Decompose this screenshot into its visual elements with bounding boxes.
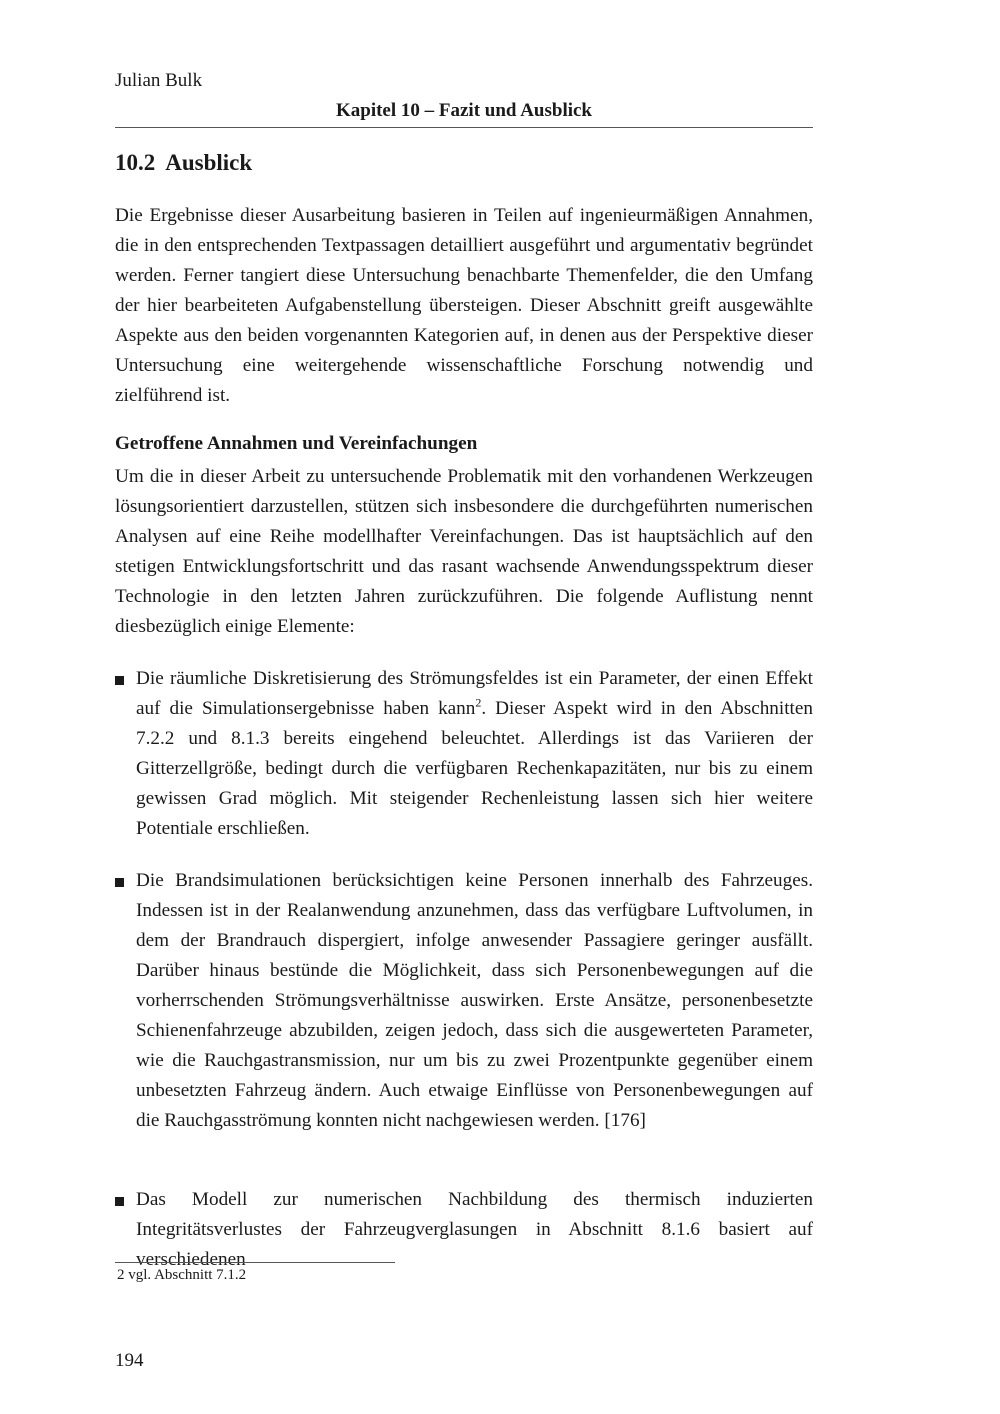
square-bullet-icon: [115, 676, 124, 685]
section-number: 10.2: [115, 150, 156, 175]
list-item-text: Das Modell zur numerischen Nachbildung des thermisch induzierten Integritätsverlustes der Fahrzeugverglasungen in Abschnitt 8.1.6 basiert auf verschiedenen: [136, 1189, 813, 1270]
intro-paragraph: Die Ergebnisse dieser Ausarbeitung basieren in Teilen auf ingenieurmäßigen Annahmen, die in den entsprechenden Textpassagen detailliert ausgeführt und argumentativ begründet werden. Ferner tangiert diese Untersuchung benachbarte Themenfelder, die den Umfang der hier bearbeiteten Aufgabenstellung übersteigen. Dieser Abschnitt greift ausgewählte Aspekte aus den beiden vorgenannten Kategorien auf, in denen aus der Perspektive dieser Untersuchung eine weitergehende wissenschaftliche Forschung notwendig und zielführend ist.: [115, 205, 813, 406]
subsection-heading: Getroffene Annahmen und Vereinfachungen: [115, 433, 478, 454]
page-number: 194: [115, 1350, 144, 1371]
square-bullet-icon: [115, 878, 124, 887]
header-rule: [115, 127, 813, 128]
section-heading: [115, 150, 252, 176]
square-bullet-icon: [115, 1197, 124, 1206]
section-title: Ausblick: [165, 150, 253, 175]
list-item: [115, 866, 813, 1136]
running-header-chapter: [115, 100, 813, 122]
list-item-text: Die räumliche Diskretisierung des Strömungsfeldes ist ein Parameter, der einen Effekt auf die Simulationsergebnisse haben kann$^2$. Dieser Aspekt wird in den Abschnitten 7.2.2 und 8.1.3 bereits eingehend beleuchtet. Allerdings ist das Variieren der Gitterzellgröße, bedingt durch die verfügbaren Rechenkapazitäten, nur bis zu einem gewissen Grad möglich. Mit steigender Rechenleistung lassen sich hier weitere Potentiale erschließen.: [136, 668, 814, 839]
list-item: [115, 664, 813, 844]
subsection-paragraph: Um die in dieser Arbeit zu untersuchende Problematik mit den vorhandenen Werkzeugen lösungsorientiert darzustellen, stützen sich insbesondere die durchgeführten numerischen Analysen auf eine Reihe modellhafter Vereinfachungen. Das ist hauptsächlich auf den stetigen Entwicklungsfortschritt und das rasant wachsende Anwendungsspektrum dieser Technologie in den letzten Jahren zurückzuführen. Die folgende Auflistung nennt diesbezüglich einige Elemente:: [115, 466, 813, 637]
list-item-text: Die Brandsimulationen berücksichtigen keine Personen innerhalb des Fahrzeuges. Indessen ist in der Realanwendung anzunehmen, dass das verfügbare Luftvolumen, in dem der Brandrauch dispergiert, infolge anwesender Passagiere geringer ausfällt. Darüber hinaus bestünde die Möglichkeit, dass sich Personenbewegungen auf die vorherrschenden Strömungsverhältnisse auswirken. Erste Ansätze, personenbesetzte Schienenfahrzeuge abzubilden, zeigen jedoch, dass sich die ausgewerteten Parameter, wie die Rauchgastransmission, nur um bis zu zwei Prozentpunkte gegenüber einem unbesetzten Fahrzeug ändern. Auch etwaige Einflüsse von Personenbewegungen auf die Rauchgasströmung konnten nicht nachgewiesen werden. [176]: [136, 870, 813, 1131]
chapter-title: Kapitel 10 – Fazit und Ausblick: [335, 100, 593, 121]
footnote: 2 vgl. Abschnitt 7.1.2: [117, 1267, 247, 1283]
footnote-marker[interactable]: 2: [475, 695, 482, 710]
footnote-rule: [115, 1262, 395, 1263]
running-header-author: Julian Bulk: [115, 70, 203, 91]
